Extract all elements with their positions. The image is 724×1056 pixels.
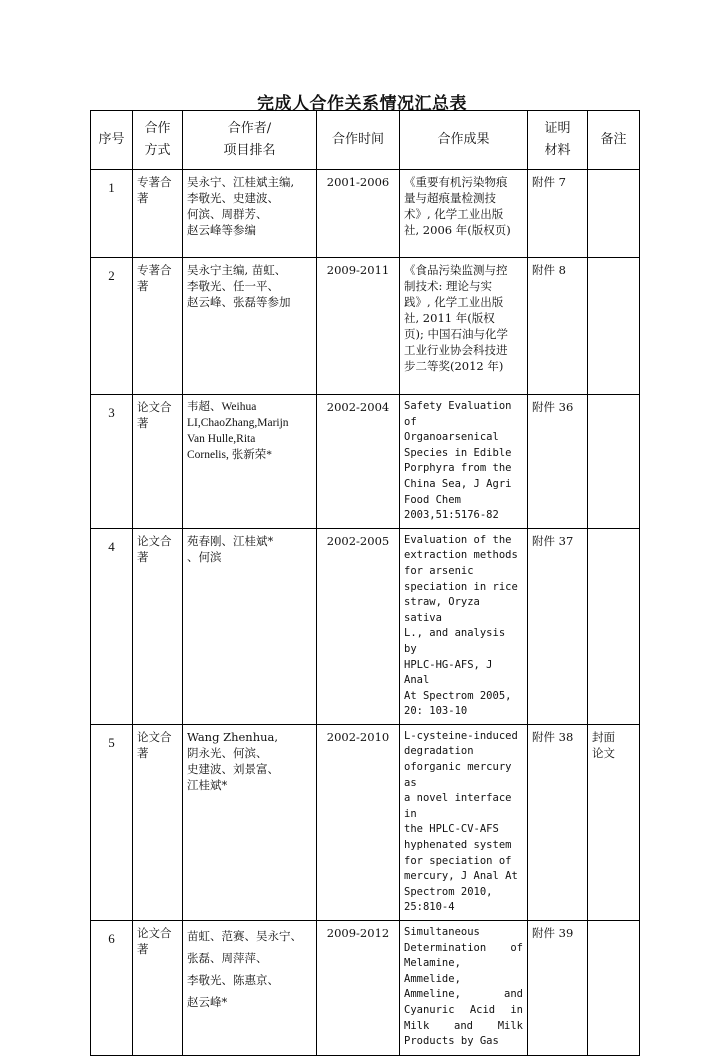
header-proof bbox=[528, 111, 588, 170]
cell-index: 3 bbox=[91, 395, 133, 529]
cell-line: 苑春刚、江桂斌* bbox=[187, 533, 274, 548]
cell-time: 2009-2011 bbox=[317, 258, 400, 395]
cell-line: Milk and Milk bbox=[404, 1019, 523, 1032]
cell-partners bbox=[183, 170, 317, 258]
table-row bbox=[91, 170, 640, 258]
header-time: 合作时间 bbox=[317, 111, 400, 170]
cell-line: 吴永宁、江桂斌主编, bbox=[187, 175, 295, 189]
cell-line: 史建波、刘景富、 bbox=[187, 761, 279, 776]
cell-line: China Sea, J Agri bbox=[404, 477, 512, 490]
header-mode bbox=[133, 111, 183, 170]
cell-line: L., and analysis by bbox=[404, 627, 506, 655]
cell-line: Food Chem bbox=[404, 493, 461, 506]
cell-line: Species in Edible bbox=[404, 446, 512, 459]
cell-line: Organoarsenical bbox=[404, 431, 499, 444]
cell-line: Safety Evaluation of bbox=[404, 400, 512, 428]
table-row bbox=[91, 395, 640, 529]
cell-line: 封面 bbox=[592, 729, 615, 744]
cell-proof: 附件 38 bbox=[528, 724, 588, 920]
cell-line: 阴永光、何滨、 bbox=[187, 745, 268, 760]
cell-line: 《重要有机污染物痕 bbox=[404, 175, 508, 189]
cell-line: 韦超、Weihua bbox=[187, 401, 257, 413]
cell-time: 2002-2005 bbox=[317, 528, 400, 724]
header-index: 序号 bbox=[91, 111, 133, 170]
cell-line: 社, 2011 年(版权 bbox=[404, 311, 495, 325]
cell-line: 专著合 bbox=[137, 263, 172, 277]
cell-result bbox=[400, 395, 528, 529]
cell-note bbox=[588, 395, 640, 529]
cell-line: 著 bbox=[137, 745, 149, 760]
cell-note bbox=[588, 724, 640, 920]
cell-line: At Spectrom 2005, bbox=[404, 689, 512, 702]
cell-line: 论文合 bbox=[137, 729, 172, 744]
cell-line: straw, Oryza sativa bbox=[404, 596, 480, 624]
cell-result bbox=[400, 724, 528, 920]
cell-note bbox=[588, 258, 640, 395]
cell-line: 李敬光、任一平、 bbox=[187, 279, 279, 293]
cell-partners bbox=[183, 724, 317, 920]
header-partners-line: 项目排名 bbox=[223, 143, 276, 158]
cell-partners bbox=[183, 921, 317, 1056]
cell-note bbox=[588, 528, 640, 724]
page-title: 完成人合作关系情况汇总表 bbox=[257, 94, 467, 114]
cell-result bbox=[400, 258, 528, 395]
header-mode-line: 合作 bbox=[144, 121, 171, 136]
header-proof-line: 材料 bbox=[544, 143, 571, 158]
cell-line: Simultaneous bbox=[404, 926, 480, 938]
cell-line: 工业行业协会科技进 bbox=[404, 343, 508, 357]
cell-line: Melamine, Ammelide, bbox=[404, 957, 461, 985]
cell-mode bbox=[133, 528, 183, 724]
cell-partners bbox=[183, 395, 317, 529]
cell-line: a novel interface in bbox=[404, 792, 512, 820]
cooperation-summary-table bbox=[90, 110, 640, 1056]
cell-line: 术》, 化学工业出版 bbox=[404, 207, 504, 221]
cell-line bbox=[404, 461, 523, 477]
header-partners-line: 合作者/ bbox=[227, 121, 272, 136]
cell-line: 页); 中国石油与化学 bbox=[404, 327, 509, 341]
cell-result bbox=[400, 170, 528, 258]
cell-line: 赵云峰等参编 bbox=[187, 223, 256, 237]
cell-line: 论文合 bbox=[137, 926, 172, 940]
cell-line: 著 bbox=[137, 942, 149, 956]
cell-result bbox=[400, 528, 528, 724]
cell-line: mercury, J Anal At bbox=[404, 870, 518, 883]
cell-line: 《食品污染监测与控 bbox=[404, 263, 508, 277]
cell-line: extraction methods bbox=[404, 549, 518, 562]
cell-proof: 附件 8 bbox=[528, 258, 588, 395]
cell-proof: 附件 39 bbox=[528, 921, 588, 1056]
cell-line: hyphenated system bbox=[404, 839, 512, 852]
cell-line: 论文合 bbox=[137, 400, 172, 414]
cell-line: 何滨、周群芳、 bbox=[187, 207, 268, 221]
cell-line: 践》, 化学工业出版 bbox=[404, 295, 504, 309]
cell-line: Products by Gas bbox=[404, 1035, 499, 1048]
cell-line: 社, 2006 年(版权页) bbox=[404, 223, 511, 237]
cell-time: 2001-2006 bbox=[317, 170, 400, 258]
cell-line: Van Hulle,Rita bbox=[187, 433, 256, 445]
cell-line: 江桂斌* bbox=[187, 777, 228, 792]
header-note: 备注 bbox=[588, 111, 640, 170]
cell-mode bbox=[133, 724, 183, 920]
cell-line: Wang Zhenhua, bbox=[187, 729, 279, 744]
cell-line: Spectrom 2010, bbox=[404, 885, 493, 898]
cell-line: degradation bbox=[404, 745, 474, 758]
header-mode-line: 方式 bbox=[144, 143, 171, 158]
header-result: 合作成果 bbox=[400, 111, 528, 170]
header-proof-line: 证明 bbox=[544, 121, 571, 136]
cell-result bbox=[400, 921, 528, 1056]
cell-line: Cyanuric Acid in bbox=[404, 1003, 523, 1016]
cell-line: 李敬光、史建波、 bbox=[187, 191, 279, 205]
cell-proof: 附件 7 bbox=[528, 170, 588, 258]
cell-note bbox=[588, 921, 640, 1056]
cell-time: 2002-2010 bbox=[317, 724, 400, 920]
table-row bbox=[91, 921, 640, 1056]
table-row bbox=[91, 724, 640, 920]
cell-line: 专著合 bbox=[137, 175, 172, 189]
cell-proof: 附件 37 bbox=[528, 528, 588, 724]
cell-line: 论文合 bbox=[137, 533, 172, 548]
cell-line: 苗虹、范赛、吴永宁、 bbox=[187, 929, 302, 943]
cell-partners bbox=[183, 258, 317, 395]
cell-time: 2002-2004 bbox=[317, 395, 400, 529]
cell-line: 步二等奖(2012 年) bbox=[404, 359, 504, 373]
cell-line: 李敬光、陈惠京、 bbox=[187, 973, 279, 987]
header-partners bbox=[183, 111, 317, 170]
cell-mode bbox=[133, 170, 183, 258]
cell-line: 25:810-4 bbox=[404, 901, 455, 914]
cell-index: 1 bbox=[91, 170, 133, 258]
italic-term: Porphyra from the bbox=[404, 462, 512, 475]
table-row bbox=[91, 258, 640, 395]
cell-line: the HPLC-CV-AFS bbox=[404, 823, 499, 836]
cell-line: 著 bbox=[137, 416, 149, 430]
cell-line: oforganic mercury as bbox=[404, 761, 512, 789]
cell-line: 张磊、周萍萍、 bbox=[187, 951, 268, 965]
cell-index: 2 bbox=[91, 258, 133, 395]
cell-line: Determination of bbox=[404, 941, 523, 954]
cell-proof: 附件 36 bbox=[528, 395, 588, 529]
cell-line: 论文 bbox=[592, 745, 615, 760]
cell-line: L-cysteine-induced bbox=[404, 729, 518, 742]
cell-partners bbox=[183, 528, 317, 724]
cell-line: speciation in rice bbox=[404, 580, 518, 593]
table-row bbox=[91, 528, 640, 724]
cell-line: for arsenic bbox=[404, 564, 474, 577]
cell-line: 吴永宁主编, 苗虹、 bbox=[187, 263, 287, 277]
cell-index: 5 bbox=[91, 724, 133, 920]
cell-line: 、何滨 bbox=[187, 549, 222, 564]
cell-line: LI,ChaoZhang,Marijn bbox=[187, 417, 289, 429]
cell-line: for speciation of bbox=[404, 854, 512, 867]
table-header-row bbox=[91, 111, 640, 170]
cell-note bbox=[588, 170, 640, 258]
cell-line: 著 bbox=[137, 549, 149, 564]
cell-line: 2003,51:5176-82 bbox=[404, 509, 499, 522]
cell-line: 制技术: 理论与实 bbox=[404, 279, 493, 293]
cell-line: 20: 103-10 bbox=[404, 705, 468, 718]
cell-line: Cornelis, 张新荣* bbox=[187, 449, 272, 461]
cell-line: 赵云峰、张磊等参加 bbox=[187, 295, 291, 309]
cell-line: Ammeline, and bbox=[404, 988, 523, 1001]
cell-line: 赵云峰* bbox=[187, 995, 228, 1009]
cell-line: 著 bbox=[137, 191, 149, 205]
cell-mode bbox=[133, 395, 183, 529]
cell-time: 2009-2012 bbox=[317, 921, 400, 1056]
cell-line: Evaluation of the bbox=[404, 533, 512, 546]
cell-index: 4 bbox=[91, 528, 133, 724]
cell-index: 6 bbox=[91, 921, 133, 1056]
cell-line: 著 bbox=[137, 279, 149, 293]
cell-mode bbox=[133, 258, 183, 395]
cell-mode bbox=[133, 921, 183, 1056]
cell-line: 量与超痕量检测技 bbox=[404, 191, 496, 205]
cell-line: HPLC-HG-AFS, J Anal bbox=[404, 658, 493, 687]
